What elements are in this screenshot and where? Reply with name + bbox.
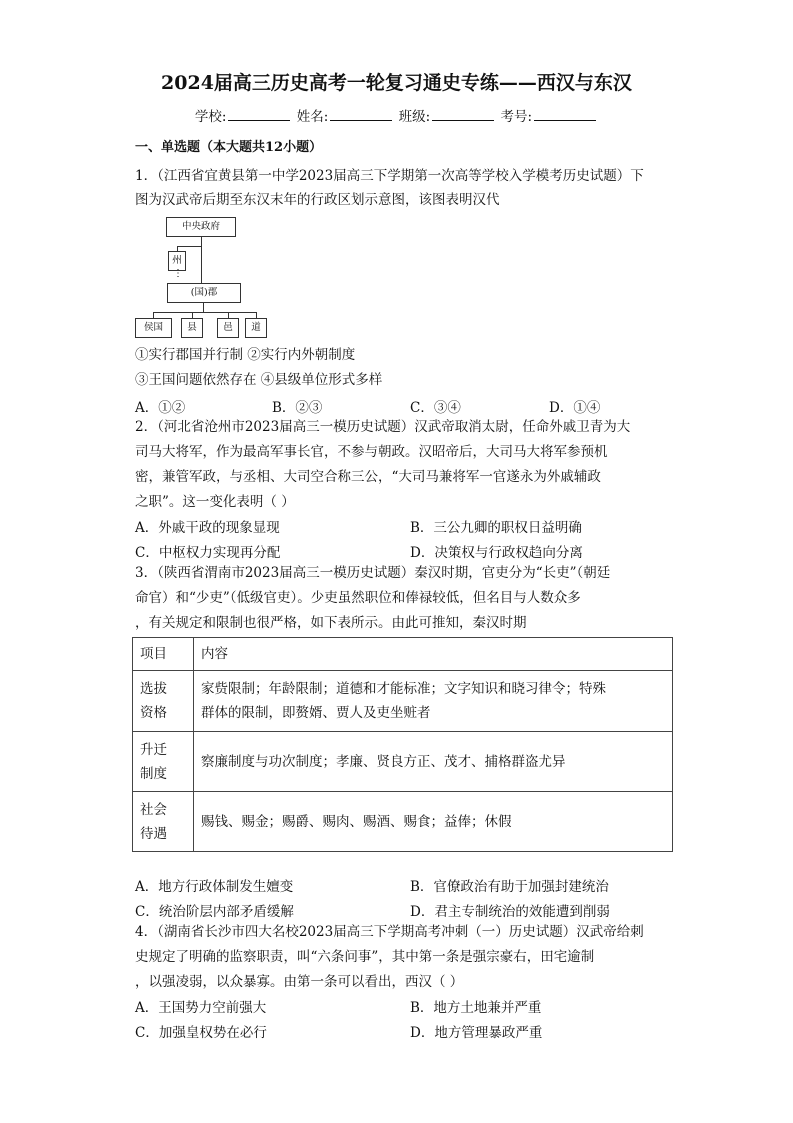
- question-2-line-3: 密，兼管军政，与丞相、大司空合称三公，“大司马兼将军一官遂永为外戚辅政: [135, 469, 601, 485]
- table-cell-item: [133, 792, 194, 852]
- question-4-line-3: ，以强凌弱，以众暴寡。由第一条可以看出，西汉（ ）: [135, 974, 464, 990]
- question-1-option-d[interactable]: D．①④: [549, 400, 601, 416]
- table-cell-text: 选拔: [140, 681, 167, 697]
- exam-no-label: 考号:: [500, 109, 533, 125]
- zhou-box: 州: [168, 251, 186, 271]
- page-title: 2024届高三历史高考一轮复习通史专练——西汉与东汉: [161, 72, 632, 94]
- table-header-row: [133, 638, 673, 671]
- question-1-line-1: 1．（江西省宜黄县第一中学2023届高三下学期第一次高等学校入学模考历史试题）下: [135, 168, 644, 184]
- xian-box: 县: [181, 318, 203, 338]
- diagram-line: [177, 246, 201, 247]
- table-cell-text: 群体的限制，即赘婿、贾人及吏坐赃者: [201, 705, 431, 721]
- diagram-line: [153, 312, 256, 313]
- table-cell-text: 社会: [140, 801, 167, 818]
- question-1-option-c[interactable]: C．③④: [410, 400, 461, 416]
- table-cell-text: 家赀限制；年龄限制；道德和才能标准；文字知识和晓习律令；特殊: [201, 681, 606, 697]
- table-cell-text: 赐钱、赐金；赐爵、赐肉、赐酒、赐食；益俸；休假: [201, 813, 512, 830]
- yi-box: 邑: [217, 318, 239, 338]
- school-label: 学校:: [194, 109, 227, 125]
- question-3-line-1: 3．（陕西省渭南市2023届高三一模历史试题）秦汉时期，官吏分为“长吏”（朝廷: [135, 565, 611, 581]
- question-3-option-c[interactable]: C．统治阶层内部矛盾缓解: [135, 904, 294, 920]
- table-cell-text: 察廉制度与功次制度；孝廉、贤良方正、茂才、捕格群盗尤异: [201, 753, 566, 770]
- class-blank[interactable]: [432, 107, 494, 121]
- question-4-option-b[interactable]: B．地方土地兼并严重: [410, 1000, 542, 1016]
- table-header-item: 项目: [133, 638, 194, 671]
- question-2-line-1: 2．（河北省沧州市2023届高三一模历史试题）汉武帝取消太尉，任命外戚卫青为大: [135, 419, 631, 435]
- section-heading: 一、单选题（本大题共12小题）: [135, 140, 323, 155]
- table-cell-content: [194, 732, 673, 792]
- question-4-option-a[interactable]: A．王国势力空前强大: [135, 1000, 267, 1016]
- name-blank[interactable]: [330, 107, 392, 121]
- question-3-option-d[interactable]: D．君主专制统治的效能遭到削弱: [410, 904, 610, 920]
- table-cell-text: 升迁: [140, 741, 167, 758]
- table-cell-item: [133, 671, 194, 732]
- question-1-option-b[interactable]: B．②③: [272, 400, 323, 416]
- diagram-line: [201, 237, 202, 283]
- question-2-option-d[interactable]: D．决策权与行政权趋向分离: [410, 545, 583, 561]
- question-3-line-2: 命官）和“少吏”（低级官吏）。少吏虽然职位和俸禄较低，但名目与人数众多: [135, 590, 581, 606]
- table-cell-text: 制度: [140, 765, 167, 782]
- question-1-statement-2: ③王国问题依然存在 ④县级单位形式多样: [135, 372, 383, 388]
- name-label: 姓名:: [296, 109, 329, 125]
- exam-no-blank[interactable]: [534, 107, 596, 121]
- jun-box: (国)郡: [167, 283, 241, 303]
- question-2-option-c[interactable]: C．中枢权力实现再分配: [135, 545, 281, 561]
- table-cell-item: [133, 732, 194, 792]
- table-row: [133, 732, 673, 792]
- admin-division-diagram: [133, 214, 278, 342]
- table-cell-text: 资格: [140, 705, 167, 721]
- question-3-table: [132, 637, 673, 852]
- class-label: 班级:: [398, 109, 431, 125]
- diagram-dots: ⋮: [173, 268, 183, 279]
- table-row: [133, 792, 673, 852]
- school-blank[interactable]: [228, 107, 290, 121]
- dao-box: 道: [245, 318, 267, 338]
- question-4-option-d[interactable]: D．地方管理暴政严重: [410, 1025, 543, 1041]
- question-3-line-3: ，有关规定和限制也很严格，如下表所示。由此可推知，秦汉时期: [135, 615, 527, 631]
- question-2-line-4: 之职”。这一变化表明（ ）: [135, 494, 295, 510]
- question-3-option-b[interactable]: B．官僚政治有助于加强封建统治: [410, 879, 609, 895]
- table-cell-content: [194, 671, 673, 732]
- question-4-line-1: 4．（湖南省长沙市四大名校2023届高三下学期高考冲刺（一）历史试题）汉武帝给刺: [135, 924, 644, 940]
- diagram-line: [203, 303, 204, 312]
- student-info-line: [0, 105, 793, 125]
- question-4-line-2: 史规定了明确的监察职责，叫“六条问事”，其中第一条是强宗豪右，田宅逾制: [135, 949, 595, 965]
- table-header-content: 内容: [194, 638, 673, 671]
- table-cell-text: 待遇: [140, 825, 167, 842]
- central-government-box: 中央政府: [166, 217, 236, 237]
- question-1-statement-1: ①实行郡国并行制 ②实行内外朝制度: [135, 347, 356, 363]
- question-4-option-c[interactable]: C．加强皇权势在必行: [135, 1025, 267, 1041]
- question-1-line-2: 图为汉武帝后期至东汉末年的行政区划示意图，该图表明汉代: [135, 192, 500, 208]
- question-2-option-b[interactable]: B．三公九卿的职权日益明确: [410, 520, 582, 536]
- question-3-option-a[interactable]: A．地方行政体制发生嬗变: [135, 879, 294, 895]
- question-1-option-a[interactable]: A．①②: [135, 400, 186, 416]
- question-2-option-a[interactable]: A．外戚干政的现象显现: [135, 520, 280, 536]
- table-row: [133, 671, 673, 732]
- houguo-box: 侯国: [135, 318, 172, 338]
- question-2-line-2: 司马大将军，作为最高军事长官，不参与朝政。汉昭帝后，大司马大将军参预机: [135, 444, 608, 460]
- table-cell-content: [194, 792, 673, 852]
